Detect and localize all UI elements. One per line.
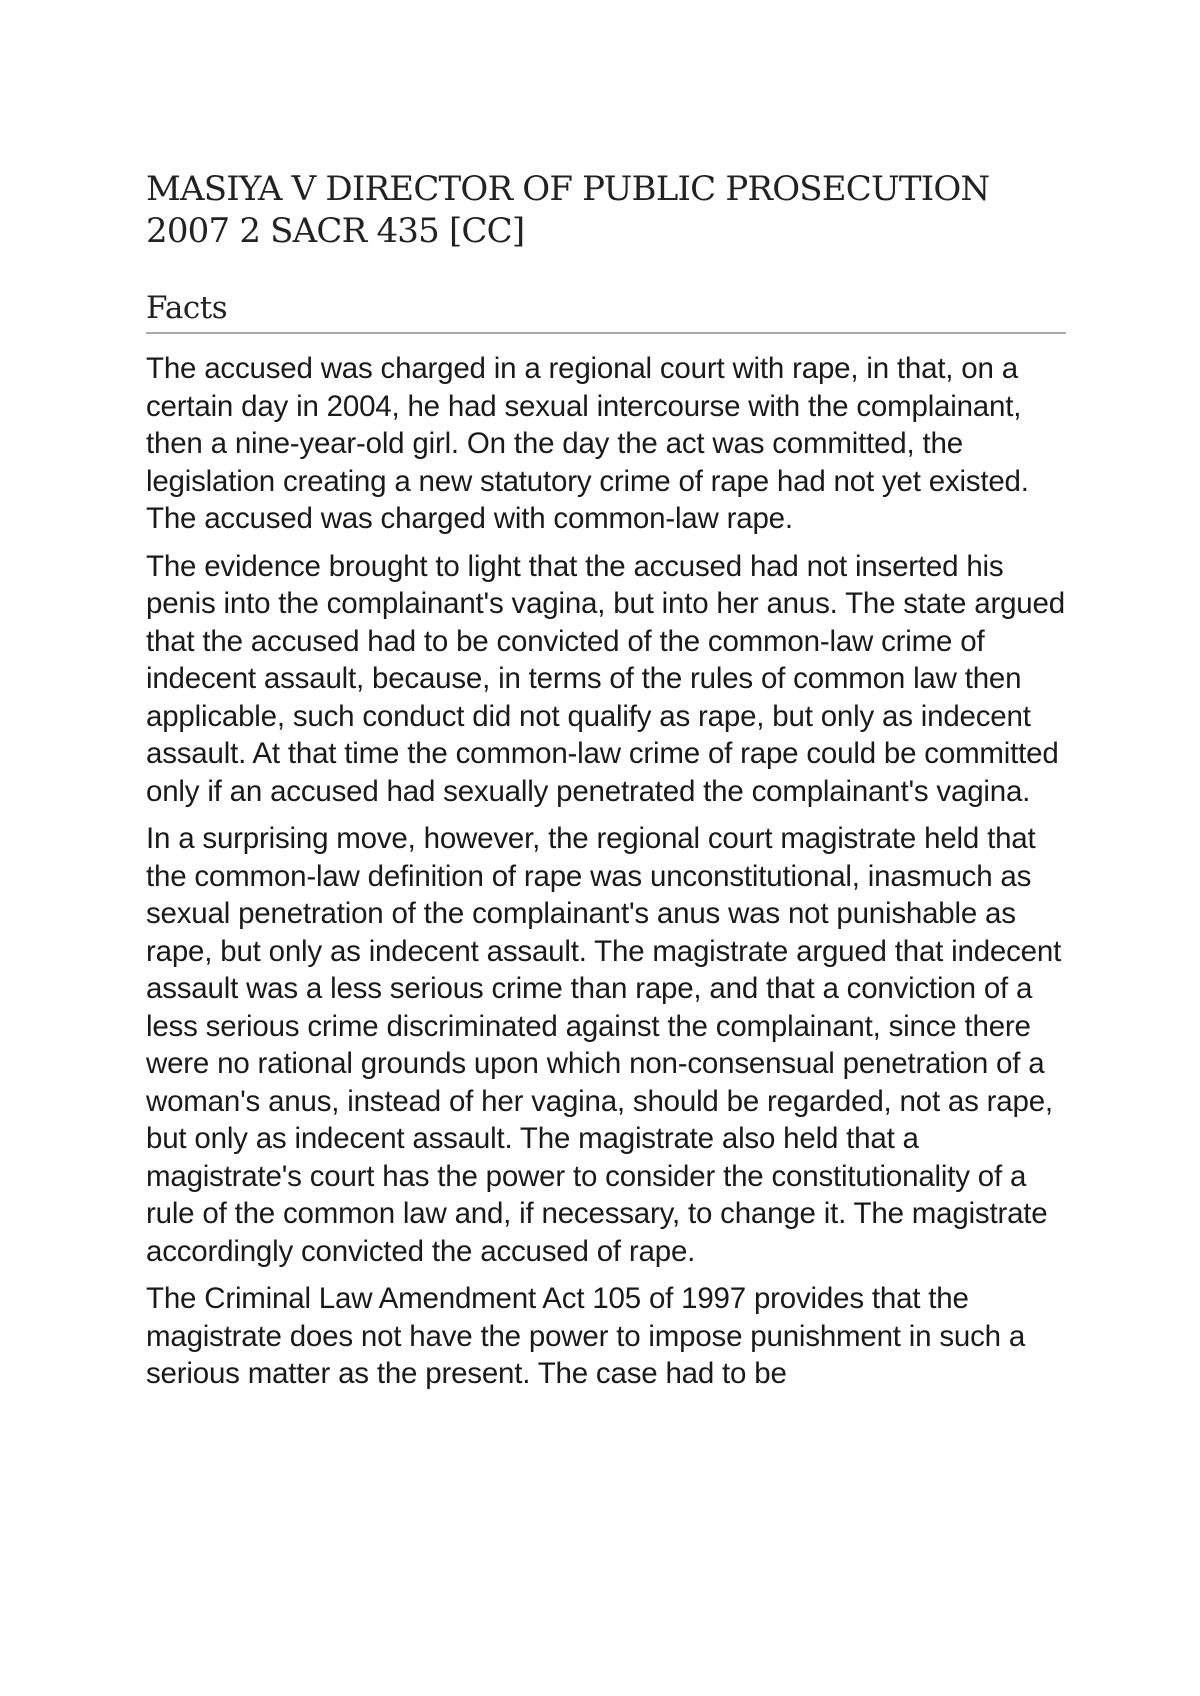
- case-title: [146, 168, 1066, 252]
- case-title-line1: MASIYA V DIRECTOR OF PUBLIC PROSECUTION: [146, 169, 990, 209]
- section-heading-facts: Facts: [146, 288, 1066, 334]
- document-page: [146, 168, 1066, 1393]
- facts-paragraph-3: In a surprising move, however, the regional court magistrate held that the common-law definition of rape was unconstitutional, inasmuch as sexual penetration of the complainant's anus was not punishable as rape, but only as indecent assault. The magistrate argued that indecent assault was a less serious crime than rape, and that a conviction of a less serious crime discriminated against the complainant, since there were no rational grounds upon which non-consensual penetration of a woman's anus, instead of her vagina, should be regarded, not as rape, but only as indecent assault. The magistrate also held that a magistrate's court has the power to consider the constitutionality of a rule of the common law and, if necessary, to change it. The magistrate accordingly convicted the accused of rape.: [146, 822, 1062, 1268]
- facts-paragraph-1: The accused was charged in a regional court with rape, in that, on a certain day in 2004, he had sexual intercourse with the complainant, then a nine-year-old girl. On the day the act was committed, the legislation creating a new statutory crime of rape had not yet existed. The accused was charged with common-law rape.: [146, 352, 1029, 535]
- facts-paragraph-2: The evidence brought to light that the accused had not inserted his penis into the complainant's vagina, but into her anus. The state argued that the accused had to be convicted of the common-law crime of indecent assault, because, in terms of the rules of common law then applicable, such conduct did not qualify as rape, but only as indecent assault. At that time the common-law crime of rape could be committed only if an accused had sexually penetrated the complainant's vagina.: [146, 549, 1065, 808]
- facts-paragraph-4: The Criminal Law Amendment Act 105 of 1997 provides that the magistrate does not have the power to impose punishment in such a serious matter as the present. The case had to be: [146, 1282, 1026, 1390]
- case-citation: 2007 2 SACR 435 [CC]: [146, 211, 525, 251]
